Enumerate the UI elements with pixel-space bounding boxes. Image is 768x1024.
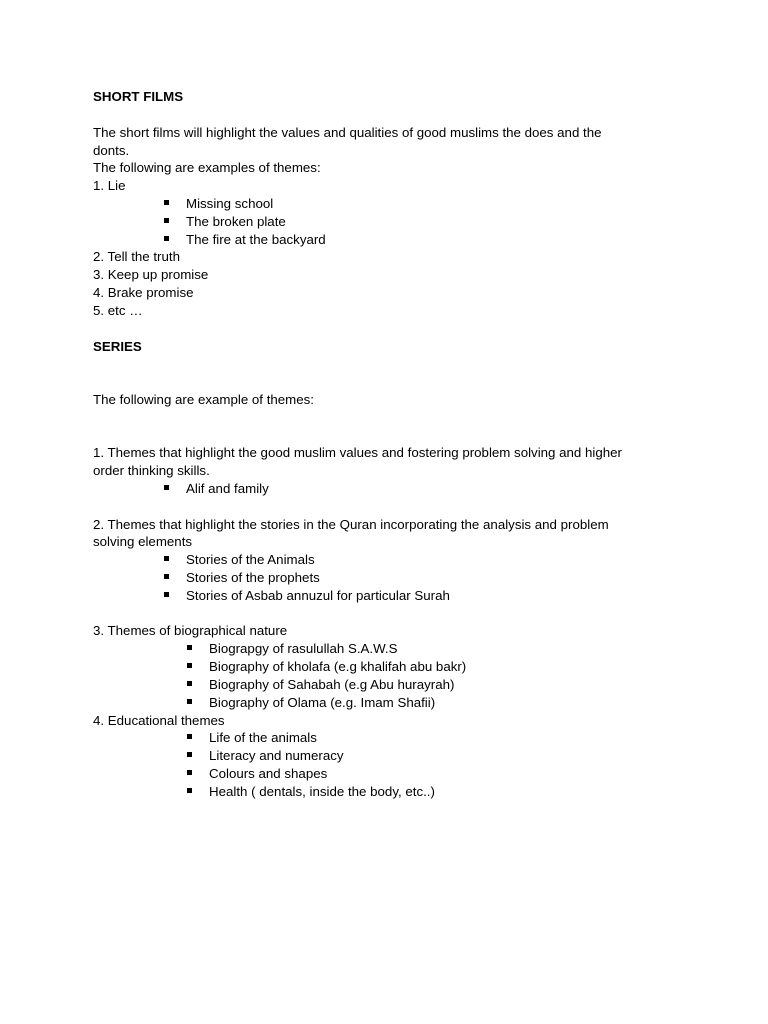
list-item-text: Biograpgy of rasulullah S.A.W.S: [209, 641, 398, 656]
list-item-text: Biography of Sahabah (e.g Abu hurayrah): [209, 677, 455, 692]
list-item-text: Health ( dentals, inside the body, etc..): [209, 784, 435, 799]
bullet-marker: [164, 556, 169, 561]
bullet-marker: [187, 663, 192, 668]
bullet-marker: [187, 645, 192, 650]
short-films-item-3: 3. Keep up promise: [93, 267, 209, 282]
list-item-text: Alif and family: [186, 481, 269, 496]
series-theme-4: 4. Educational themes: [93, 713, 225, 728]
bullet-marker: [164, 574, 169, 579]
short-films-item-2: 2. Tell the truth: [93, 249, 180, 264]
short-films-examples-intro: The following are examples of themes:: [93, 160, 321, 175]
list-item-text: Literacy and numeracy: [209, 748, 344, 763]
list-item-text: Stories of the Animals: [186, 552, 315, 567]
bullet-marker: [187, 734, 192, 739]
list-item-text: Biography of Olama (e.g. Imam Shafii): [209, 695, 436, 710]
list-item-text: Stories of the prophets: [186, 570, 320, 585]
list-item-text: Life of the animals: [209, 730, 317, 745]
bullet-marker: [164, 218, 169, 223]
bullet-marker: [187, 681, 192, 686]
short-films-intro-line2: donts.: [93, 143, 130, 158]
list-item-text: Missing school: [186, 196, 274, 211]
bullet-marker: [164, 485, 169, 490]
list-item-text: Colours and shapes: [209, 766, 328, 781]
short-films-item-5: 5. etc …: [93, 303, 143, 318]
short-films-intro-line1: The short films will highlight the values and qualities of good muslims the does and the: [93, 125, 602, 140]
short-films-item-1: 1. Lie: [93, 178, 126, 193]
bullet-marker: [164, 592, 169, 597]
bullet-marker: [187, 788, 192, 793]
series-theme-2-line2: solving elements: [93, 534, 193, 549]
bullet-marker: [164, 200, 169, 205]
series-theme-1-line2: order thinking skills.: [93, 463, 210, 478]
bullet-marker: [187, 770, 192, 775]
list-item-text: The fire at the backyard: [186, 232, 326, 247]
bullet-marker: [187, 752, 192, 757]
short-films-item-4: 4. Brake promise: [93, 285, 194, 300]
list-item-text: Biography of kholafa (e.g khalifah abu bakr): [209, 659, 467, 674]
series-heading: SERIES: [93, 339, 142, 354]
series-theme-1-line1: 1. Themes that highlight the good muslim values and fostering problem solving and higher: [93, 445, 622, 460]
bullet-marker: [164, 236, 169, 241]
short-films-heading: SHORT FILMS: [93, 89, 184, 104]
list-item-text: Stories of Asbab annuzul for particular Surah: [186, 588, 450, 603]
list-item-text: The broken plate: [186, 214, 286, 229]
bullet-marker: [187, 699, 192, 704]
series-intro: The following are example of themes:: [93, 392, 314, 407]
series-theme-3: 3. Themes of biographical nature: [93, 623, 288, 638]
series-theme-2-line1: 2. Themes that highlight the stories in the Quran incorporating the analysis and problem: [93, 517, 609, 532]
